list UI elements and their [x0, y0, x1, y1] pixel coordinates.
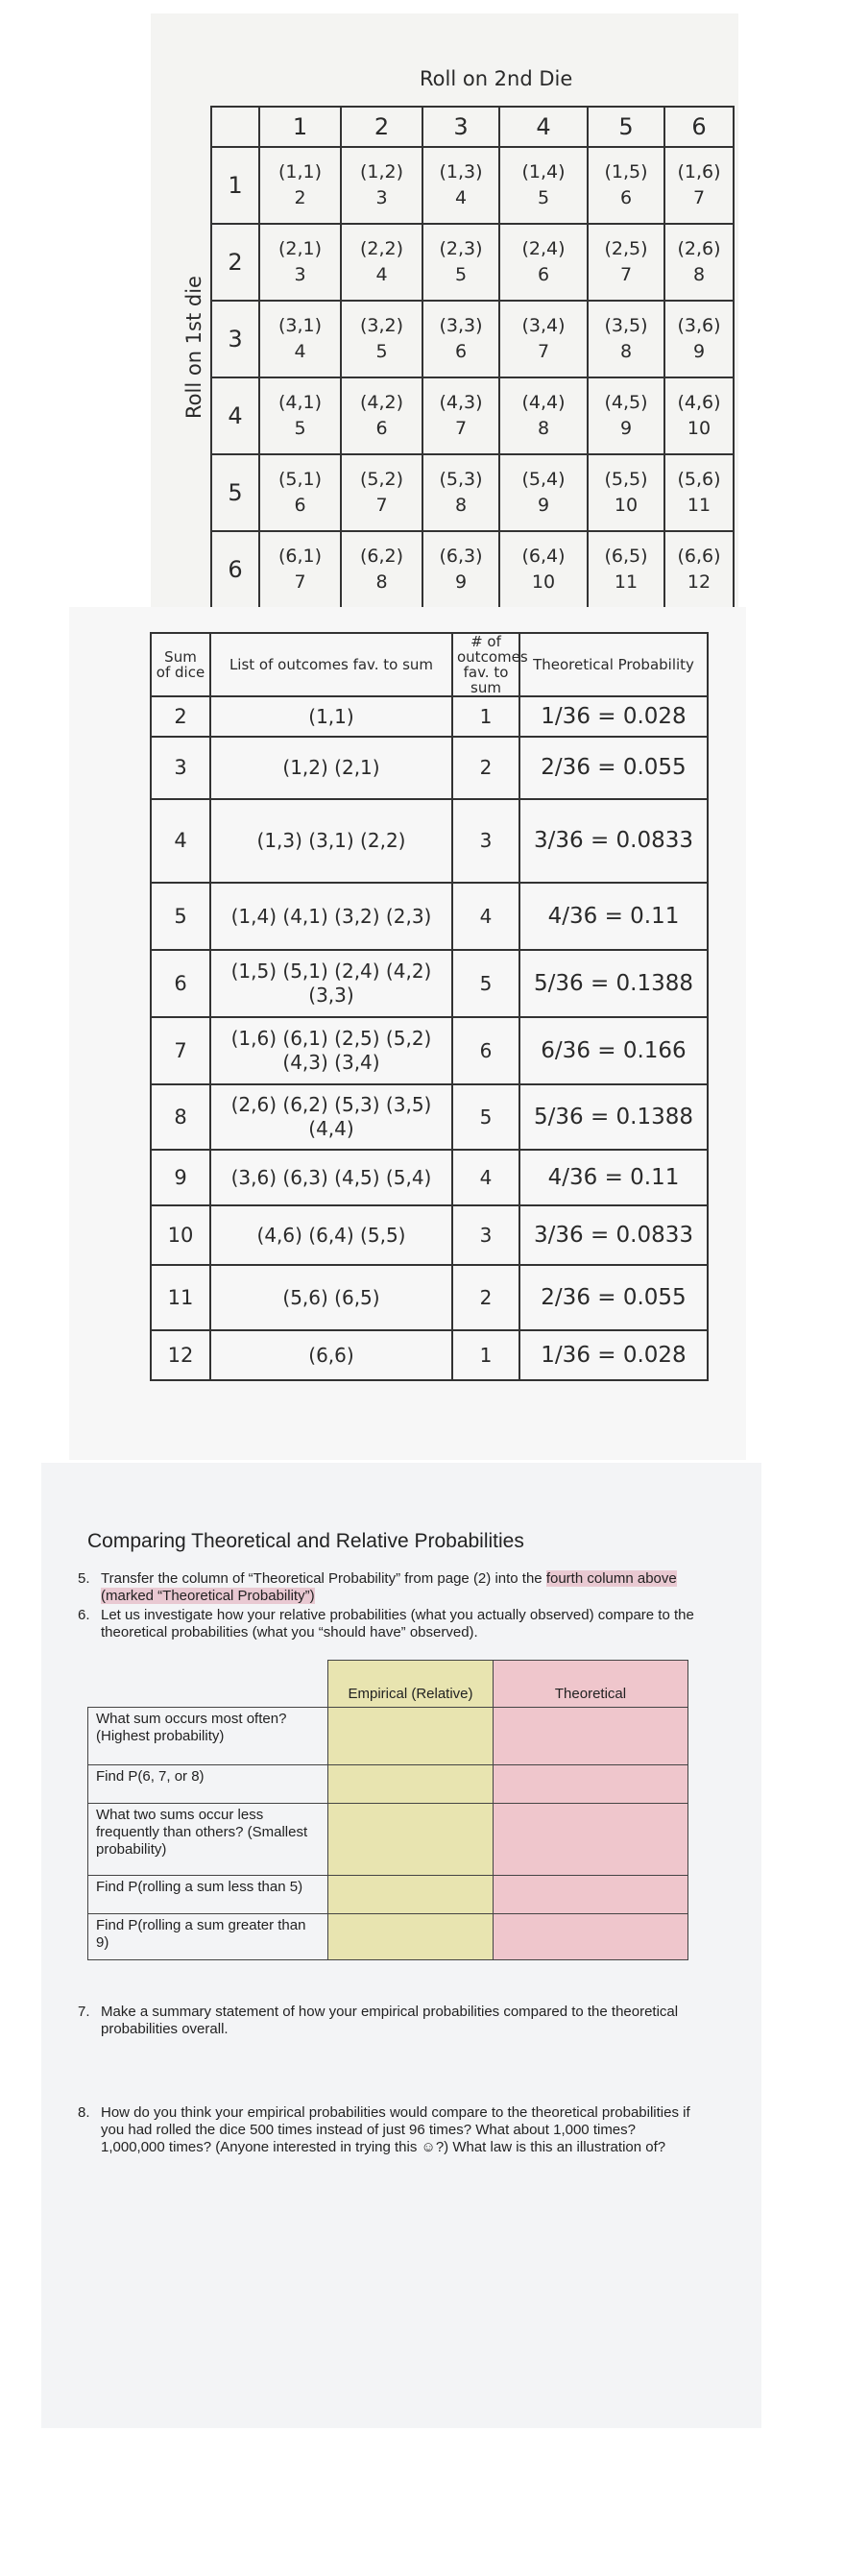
outcomes-list-cell	[210, 950, 452, 1017]
outcome-cell	[341, 301, 422, 377]
outcomes-list-cell	[210, 799, 452, 883]
outcomes-list-cell	[210, 737, 452, 799]
comparison-row	[88, 1708, 688, 1765]
outcome-sum: 5	[454, 264, 468, 285]
outcome-cell	[499, 531, 588, 608]
outcome-pair: (6,2)	[359, 546, 404, 567]
comparison-question: Find P(rolling a sum less than 5)	[88, 1876, 328, 1914]
question-text: Transfer the column of “Theoretical Probability” from page (2) into the	[101, 1570, 546, 1587]
outcome-sum: 10	[614, 495, 639, 516]
outcome-sum: 4	[454, 187, 468, 208]
sample-space-row	[211, 147, 734, 224]
outcome-cell	[588, 147, 664, 224]
theoretical-answer-cell[interactable]	[494, 1804, 688, 1876]
probability-cell: 5/36 = 0.1388	[519, 1084, 708, 1150]
outcome-cell	[259, 531, 341, 608]
outcome-cell	[341, 454, 422, 531]
probability-cell: 5/36 = 0.1388	[519, 950, 708, 1017]
outcomes-list-cell	[210, 1205, 452, 1265]
outcome-pair: (4,6)	[677, 392, 721, 413]
outcome-cell	[664, 224, 734, 301]
outcome-sum: 4	[375, 264, 388, 285]
outcomes-header-row	[151, 633, 708, 696]
probability-cell: 3/36 = 0.0833	[519, 799, 708, 883]
outcome-sum: 11	[614, 571, 639, 593]
count-cell: 4	[452, 1150, 519, 1205]
die2-value-5: 5	[588, 107, 664, 147]
question-text: How do you think your empirical probabilities would compare to the theoretical probabilities if you had rolled the dice 500 times instead of just 96 times? What about 1,000 times? 1,000,000 times? (Anyone interested in trying this ☺?) What law is this an illustration of?	[101, 2104, 690, 2155]
outcome-row	[151, 1084, 708, 1150]
outcome-pair: (3,4)	[521, 315, 566, 336]
worksheet-title: Comparing Theoretical and Relative Probabilities	[87, 1530, 524, 1552]
outcomes-list: (3,6) (6,3) (4,5) (5,4)	[230, 1165, 432, 1189]
count-cell: 2	[452, 737, 519, 799]
outcome-row	[151, 737, 708, 799]
question-number: 5.	[78, 1570, 90, 1587]
probability-cell: 2/36 = 0.055	[519, 737, 708, 799]
outcome-sum: 9	[619, 418, 633, 439]
outcome-cell	[422, 454, 499, 531]
outcomes-list: (1,5) (5,1) (2,4) (4,2)	[230, 960, 432, 983]
empirical-header: Empirical (Relative)	[328, 1661, 494, 1708]
outcomes-list-cell	[210, 883, 452, 950]
outcome-pair: (3,6)	[677, 315, 721, 336]
probability-cell: 1/36 = 0.028	[519, 1330, 708, 1380]
outcome-sum: 3	[375, 187, 388, 208]
sum-header: Sum of dice	[151, 633, 210, 696]
outcome-pair: (4,3)	[439, 392, 483, 413]
outcome-sum: 6	[454, 341, 468, 362]
outcome-cell	[422, 301, 499, 377]
sample-space-row	[211, 531, 734, 608]
outcome-sum: 9	[454, 571, 468, 593]
theoretical-answer-cell[interactable]	[494, 1765, 688, 1804]
outcome-pair: (1,3)	[439, 161, 483, 182]
count-cell: 3	[452, 799, 519, 883]
outcome-cell	[499, 147, 588, 224]
question-number: 8.	[78, 2104, 90, 2121]
outcome-cell	[341, 147, 422, 224]
count-cell: 5	[452, 1084, 519, 1150]
question-text: Make a summary statement of how your empirical probabilities compared to the theoretical probabilities overall.	[101, 2004, 679, 2037]
outcome-sum: 7	[454, 418, 468, 439]
outcome-sum: 7	[537, 341, 550, 362]
die2-value-4: 4	[499, 107, 588, 147]
outcome-sum: 2	[294, 187, 306, 208]
comparison-table	[87, 1660, 688, 1960]
sample-space-sheet	[151, 13, 738, 607]
outcome-pair: (5,4)	[521, 469, 566, 490]
comparison-question: Find P(6, 7, or 8)	[88, 1765, 328, 1804]
outcome-cell	[499, 454, 588, 531]
outcome-sum: 6	[375, 418, 388, 439]
outcome-sum: 7	[375, 495, 388, 516]
first-die-label: Roll on 1st die	[182, 276, 205, 419]
question-7	[78, 2004, 711, 2038]
outcome-sum: 6	[294, 495, 306, 516]
outcomes-list: (1,6) (6,1) (2,5) (5,2)	[230, 1027, 432, 1050]
outcome-sum: 4	[294, 341, 306, 362]
outcome-pair: (2,1)	[277, 238, 323, 259]
outcome-cell	[422, 147, 499, 224]
outcomes-list-cell	[210, 1265, 452, 1330]
comparison-row	[88, 1804, 688, 1876]
die1-value-2: 2	[211, 224, 259, 301]
probability-cell: 1/36 = 0.028	[519, 696, 708, 737]
outcomes-list: (2,6) (6,2) (5,3) (3,5)	[230, 1093, 432, 1116]
outcome-cell	[259, 377, 341, 454]
question-number: 7.	[78, 2004, 90, 2020]
comparison-question: Find P(rolling a sum greater than 9)	[88, 1914, 328, 1960]
outcome-cell	[588, 301, 664, 377]
probability-cell: 2/36 = 0.055	[519, 1265, 708, 1330]
sample-space-row	[211, 301, 734, 377]
outcome-pair: (5,2)	[359, 469, 404, 490]
die1-value-6: 6	[211, 531, 259, 608]
outcome-sum: 11	[687, 495, 711, 516]
outcome-cell	[341, 377, 422, 454]
sum-cell: 7	[151, 1017, 210, 1084]
outcome-pair: (2,2)	[359, 238, 404, 259]
outcomes-sheet	[69, 607, 746, 1460]
comparison-row	[88, 1876, 688, 1914]
outcome-sum: 10	[531, 571, 556, 593]
second-die-label: Roll on 2nd Die	[420, 67, 573, 90]
sum-cell: 3	[151, 737, 210, 799]
outcome-cell	[259, 147, 341, 224]
outcome-sum: 9	[692, 341, 706, 362]
sum-cell: 10	[151, 1205, 210, 1265]
outcome-cell	[664, 531, 734, 608]
count-cell: 1	[452, 696, 519, 737]
probability-header: Theoretical Probability	[519, 633, 708, 696]
count-cell: 6	[452, 1017, 519, 1084]
outcome-cell	[588, 531, 664, 608]
outcomes-list: (1,2) (2,1)	[282, 756, 380, 779]
outcome-sum: 7	[619, 264, 633, 285]
comparison-row	[88, 1914, 688, 1960]
outcome-cell	[341, 224, 422, 301]
outcome-row	[151, 1150, 708, 1205]
outcome-row	[151, 799, 708, 883]
outcome-pair: (6,1)	[277, 546, 323, 567]
outcome-sum: 8	[454, 495, 468, 516]
die2-value-6: 6	[664, 107, 734, 147]
count-cell: 3	[452, 1205, 519, 1265]
outcome-pair: (6,6)	[677, 546, 721, 567]
worksheet-sheet	[41, 1463, 761, 2428]
outcomes-list-continued: (4,4)	[308, 1117, 354, 1140]
outcome-pair: (5,3)	[439, 469, 483, 490]
outcome-sum: 7	[294, 571, 306, 593]
outcomes-list-cell	[210, 1017, 452, 1084]
outcome-pair: (1,2)	[359, 161, 404, 182]
outcome-cell	[499, 301, 588, 377]
outcome-pair: (5,6)	[677, 469, 721, 490]
corner-cell	[211, 107, 259, 147]
outcomes-list: (5,6) (6,5)	[282, 1285, 380, 1309]
outcome-cell	[588, 377, 664, 454]
outcome-pair: (1,1)	[277, 161, 323, 182]
count-header: # of outcomes fav. to sum	[452, 633, 519, 696]
question-number: 6.	[78, 1607, 90, 1623]
theoretical-answer-cell[interactable]	[494, 1876, 688, 1914]
outcome-cell	[422, 377, 499, 454]
die2-value-3: 3	[422, 107, 499, 147]
comparison-question: What two sums occur less frequently than others? (Smallest probability)	[88, 1804, 328, 1876]
outcome-cell	[259, 301, 341, 377]
outcome-cell	[588, 454, 664, 531]
empirical-answer-cell[interactable]	[328, 1765, 494, 1804]
outcome-cell	[664, 147, 734, 224]
outcome-pair: (2,4)	[521, 238, 566, 259]
outcome-row	[151, 950, 708, 1017]
sum-cell: 4	[151, 799, 210, 883]
outcome-sum: 10	[687, 418, 711, 439]
outcome-pair: (1,5)	[604, 161, 648, 182]
sum-cell: 11	[151, 1265, 210, 1330]
outcomes-list-cell	[210, 1084, 452, 1150]
outcome-sum: 8	[537, 418, 550, 439]
probability-cell: 4/36 = 0.11	[519, 883, 708, 950]
die1-value-5: 5	[211, 454, 259, 531]
outcome-row	[151, 696, 708, 737]
outcomes-list-cell	[210, 1330, 452, 1380]
die1-value-1: 1	[211, 147, 259, 224]
outcome-sum: 6	[619, 187, 633, 208]
outcome-pair: (3,5)	[604, 315, 648, 336]
outcomes-table	[150, 632, 709, 1381]
die1-value-3: 3	[211, 301, 259, 377]
outcome-sum: 5	[294, 418, 306, 439]
outcome-sum: 8	[692, 264, 706, 285]
outcome-pair: (2,6)	[677, 238, 721, 259]
outcome-pair: (3,3)	[439, 315, 483, 336]
outcome-row	[151, 1205, 708, 1265]
outcome-row	[151, 1017, 708, 1084]
outcome-cell	[422, 224, 499, 301]
sample-space-row	[211, 224, 734, 301]
outcomes-list-continued: (3,3)	[308, 984, 354, 1007]
outcomes-list: (1,1)	[308, 704, 354, 728]
outcome-sum: 8	[375, 571, 388, 593]
outcome-pair: (4,1)	[277, 392, 323, 413]
outcome-cell	[664, 454, 734, 531]
outcome-cell	[499, 224, 588, 301]
outcome-pair: (4,2)	[359, 392, 404, 413]
outcomes-list-cell	[210, 696, 452, 737]
outcome-pair: (6,3)	[439, 546, 483, 567]
die2-value-2: 2	[341, 107, 422, 147]
outcome-cell	[259, 454, 341, 531]
sum-cell: 8	[151, 1084, 210, 1150]
outcome-sum: 6	[537, 264, 550, 285]
sum-cell: 5	[151, 883, 210, 950]
outcome-cell	[588, 224, 664, 301]
outcome-pair: (3,1)	[277, 315, 323, 336]
outcome-row	[151, 1330, 708, 1380]
sum-cell: 9	[151, 1150, 210, 1205]
theoretical-answer-cell[interactable]	[494, 1708, 688, 1765]
outcome-sum: 8	[619, 341, 633, 362]
comparison-row	[88, 1765, 688, 1804]
outcomes-list: (4,6) (6,4) (5,5)	[256, 1223, 406, 1247]
outcome-sum: 9	[537, 495, 550, 516]
question-8	[78, 2104, 711, 2156]
count-cell: 5	[452, 950, 519, 1017]
outcome-row	[151, 883, 708, 950]
outcome-cell	[664, 377, 734, 454]
outcome-cell	[499, 377, 588, 454]
sample-space-table	[210, 106, 735, 609]
blank-header-cell	[88, 1661, 328, 1708]
empirical-answer-cell[interactable]	[328, 1804, 494, 1876]
outcome-sum: 5	[375, 341, 388, 362]
outcomes-list: (1,3) (3,1) (2,2)	[256, 829, 406, 852]
outcome-cell	[341, 531, 422, 608]
outcome-row	[151, 1265, 708, 1330]
comparison-question: What sum occurs most often? (Highest probability)	[88, 1708, 328, 1765]
question-6	[78, 1607, 711, 1641]
outcome-pair: (5,5)	[604, 469, 648, 490]
comparison-header-row	[88, 1661, 688, 1708]
outcome-pair: (2,5)	[604, 238, 648, 259]
outcomes-list: (6,6)	[308, 1343, 354, 1367]
outcomes-list-cell	[210, 1150, 452, 1205]
outcome-pair: (6,4)	[521, 546, 566, 567]
outcomes-list: (1,4) (4,1) (3,2) (2,3)	[230, 904, 432, 928]
outcome-sum: 12	[687, 571, 711, 593]
outcome-sum: 7	[692, 187, 706, 208]
die1-value-4: 4	[211, 377, 259, 454]
outcome-pair: (6,5)	[604, 546, 648, 567]
outcome-sum: 5	[537, 187, 550, 208]
sum-cell: 6	[151, 950, 210, 1017]
list-header: List of outcomes fav. to sum	[210, 633, 452, 696]
outcome-pair: (2,3)	[439, 238, 483, 259]
die2-header-row	[211, 107, 734, 147]
probability-cell: 3/36 = 0.0833	[519, 1205, 708, 1265]
theoretical-answer-cell[interactable]	[494, 1914, 688, 1960]
sum-cell: 2	[151, 696, 210, 737]
sample-space-row	[211, 377, 734, 454]
outcome-pair: (1,4)	[521, 161, 566, 182]
sum-cell: 12	[151, 1330, 210, 1380]
probability-cell: 4/36 = 0.11	[519, 1150, 708, 1205]
highlighted-text: fourth column above (marked “Theoretical Probability”)	[101, 1570, 677, 1604]
outcomes-list-continued: (4,3) (3,4)	[282, 1051, 380, 1074]
outcome-cell	[422, 531, 499, 608]
question-text: Let us investigate how your relative probabilities (what you actually observed) compare to the theoretical probabilities (what you “should have” observed).	[101, 1607, 694, 1640]
empirical-answer-cell[interactable]	[328, 1914, 494, 1960]
outcome-pair: (5,1)	[277, 469, 323, 490]
outcome-cell	[259, 224, 341, 301]
empirical-answer-cell[interactable]	[328, 1708, 494, 1765]
outcome-pair: (1,6)	[677, 161, 721, 182]
count-cell: 2	[452, 1265, 519, 1330]
outcome-cell	[664, 301, 734, 377]
count-cell: 4	[452, 883, 519, 950]
outcome-sum: 3	[294, 264, 306, 285]
die2-value-1: 1	[259, 107, 341, 147]
theoretical-header: Theoretical	[494, 1661, 688, 1708]
outcome-pair: (3,2)	[359, 315, 404, 336]
outcome-pair: (4,4)	[521, 392, 566, 413]
empirical-answer-cell[interactable]	[328, 1876, 494, 1914]
probability-cell: 6/36 = 0.166	[519, 1017, 708, 1084]
question-5	[78, 1570, 711, 1605]
count-cell: 1	[452, 1330, 519, 1380]
outcome-pair: (4,5)	[604, 392, 648, 413]
sample-space-row	[211, 454, 734, 531]
